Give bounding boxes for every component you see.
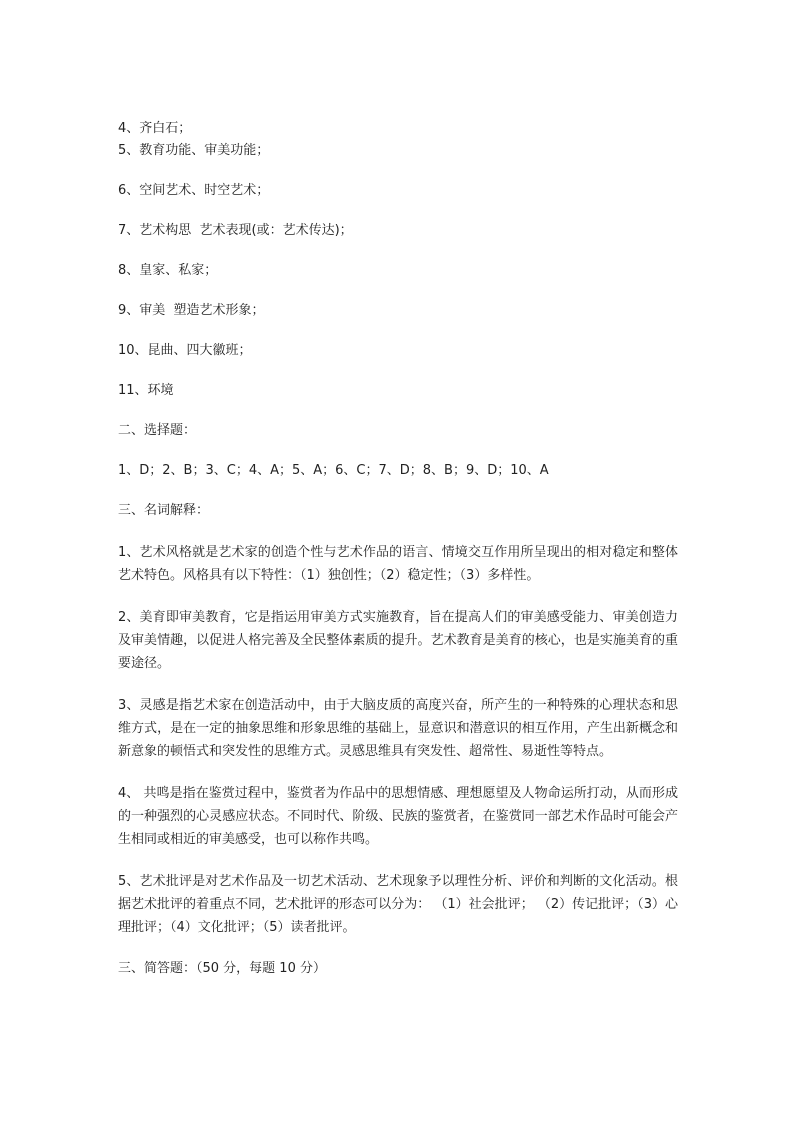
section-heading-choice: 二、选择题： xyxy=(118,423,197,438)
choice-answers: 1、D；2、B；3、C；4、A；5、A；6、C；7、D；8、B；9、D；10、A xyxy=(118,463,549,478)
section-heading-short-answer: 三、简答题：（50 分，每题 10 分） xyxy=(118,961,326,976)
document-page xyxy=(118,118,678,980)
fill-answer-8: 8、皇家、私家； xyxy=(118,263,218,278)
fill-answer-7: 7、艺术构思 艺术表现(或：艺术传达)； xyxy=(118,223,353,238)
term-definition-4: 4、 共鸣是指在鉴赏过程中，鉴赏者为作品中的思想情感、理想愿望及人物命运所打动，从而形成的一种强烈的心灵感应状态。不同时代、阶级、民族的鉴赏者，在鉴赏同一部艺术作品时可能会产生相同或相近的审美感受，也可以称作共鸣。 xyxy=(118,786,678,847)
term-definition-2: 2、美育即审美教育，它是指运用审美方式实施教育，旨在提高人们的审美感受能力、审美创造力及审美情趣，以促进人格完善及全民整体素质的提升。艺术教育是美育的核心，也是实施美育的重要途径。 xyxy=(118,610,678,671)
term-definition-5: 5、艺术批评是对艺术作品及一切艺术活动、艺术现象予以理性分析、评价和判断的文化活动。根据艺术批评的着重点不同，艺术批评的形态可以分为： （1）社会批评； （2）传记批评；（3）心理批评；（4）文化批评；（5）读者批评。 xyxy=(118,874,678,935)
fill-answer-5: 5、教育功能、审美功能； xyxy=(118,143,270,158)
term-definition-1: 1、艺术风格就是艺术家的创造个性与艺术作品的语言、情境交互作用所呈现出的相对稳定和整体艺术特色。风格具有以下特性：（1）独创性；（2）稳定性；（3）多样性。 xyxy=(118,545,678,583)
fill-answer-9: 9、审美 塑造艺术形象； xyxy=(118,303,265,318)
fill-answer-6: 6、空间艺术、时空艺术； xyxy=(118,183,270,198)
fill-answer-4: 4、齐白石； xyxy=(118,121,192,136)
fill-answer-10: 10、昆曲、四大徽班； xyxy=(118,343,252,358)
section-heading-terms: 三、名词解释： xyxy=(118,503,210,518)
fill-answer-11: 11、环境 xyxy=(118,383,174,398)
term-definition-3: 3、灵感是指艺术家在创造活动中，由于大脑皮质的高度兴奋，所产生的一种特殊的心理状态和思维方式，是在一定的抽象思维和形象思维的基础上，显意识和潜意识的相互作用，产生出新概念和新意象的顿悟式和突发性的思维方式。灵感思维具有突发性、超常性、易逝性等特点。 xyxy=(118,698,678,759)
